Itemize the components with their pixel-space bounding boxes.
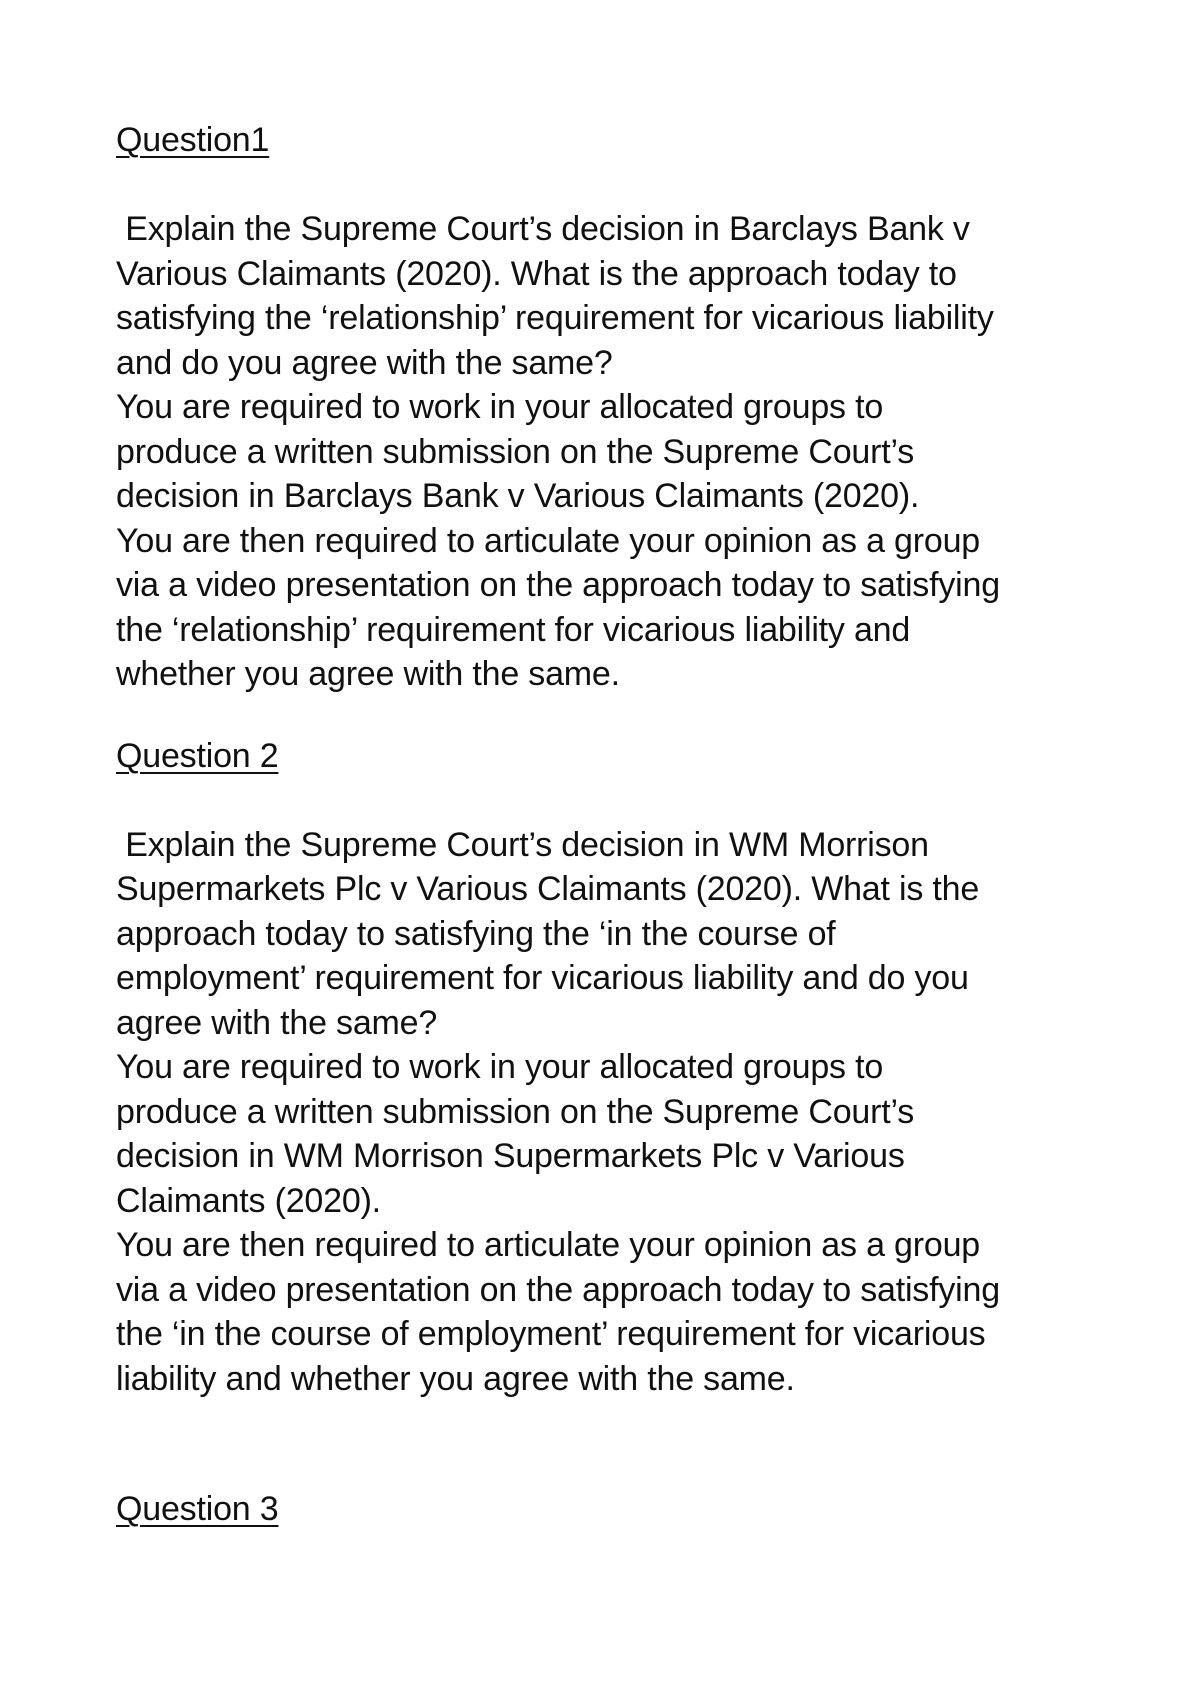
document-body: [116, 118, 1116, 1532]
question-3-section: [116, 1487, 1116, 1532]
text-line: approach today to satisfying the ‘in the course of: [116, 914, 836, 953]
spacer: [116, 697, 1116, 734]
text-line: the ‘relationship’ requirement for vicarious liability and: [116, 610, 911, 649]
text-line: Various Claimants (2020). What is the approach today to: [116, 254, 957, 293]
text-line: liability and whether you agree with the same.: [116, 1359, 795, 1398]
text-line: Explain the Supreme Court’s decision in WM Morrison: [116, 825, 929, 864]
question-2-heading: Question 2: [116, 736, 279, 775]
question-3-heading: Question 3: [116, 1490, 279, 1528]
text-line: and do you agree with the same?: [116, 343, 613, 382]
text-line: decision in WM Morrison Supermarkets Plc v Various: [116, 1137, 905, 1175]
text-line: whether you agree with the same.: [116, 655, 620, 693]
question-2-instructions-written: [116, 1045, 1116, 1223]
spacer: [116, 1401, 1116, 1487]
text-line: satisfying the ‘relationship’ requirement for vicarious liability: [116, 299, 994, 337]
text-line: agree with the same?: [116, 1003, 438, 1042]
text-line: Explain the Supreme Court’s decision in Barclays Bank v: [116, 210, 970, 248]
text-line: decision in Barclays Bank v Various Claimants (2020).: [116, 477, 920, 515]
text-line: produce a written submission on the Supreme Court’s: [116, 432, 915, 471]
spacer: [116, 163, 1116, 208]
question-1-instructions-video: [116, 519, 1116, 697]
text-line: employment’ requirement for vicarious liability and do you: [116, 959, 969, 997]
text-line: via a video presentation on the approach today to satisfying: [116, 1270, 1000, 1309]
question-1-prompt: [116, 207, 1116, 385]
text-line: Claimants (2020).: [116, 1181, 381, 1220]
text-line: produce a written submission on the Supreme Court’s: [116, 1092, 915, 1131]
text-line: via a video presentation on the approach today to satisfying: [116, 566, 1000, 604]
text-line: You are required to work in your allocated groups to: [116, 1048, 884, 1086]
spacer: [116, 778, 1116, 823]
question-1-instructions-written: [116, 385, 1116, 519]
text-line: Supermarkets Plc v Various Claimants (2020). What is the: [116, 870, 980, 908]
question-2-prompt: [116, 823, 1116, 1046]
question-1-section: [116, 118, 1116, 697]
question-1-heading: Question1: [116, 121, 270, 159]
text-line: the ‘in the course of employment’ requirement for vicarious: [116, 1315, 986, 1353]
text-line: You are then required to articulate your opinion as a group: [116, 521, 980, 560]
question-2-instructions-video: [116, 1223, 1116, 1401]
text-line: You are required to work in your allocated groups to: [116, 388, 884, 426]
text-line: You are then required to articulate your opinion as a group: [116, 1226, 980, 1264]
question-2-section: [116, 734, 1116, 1402]
